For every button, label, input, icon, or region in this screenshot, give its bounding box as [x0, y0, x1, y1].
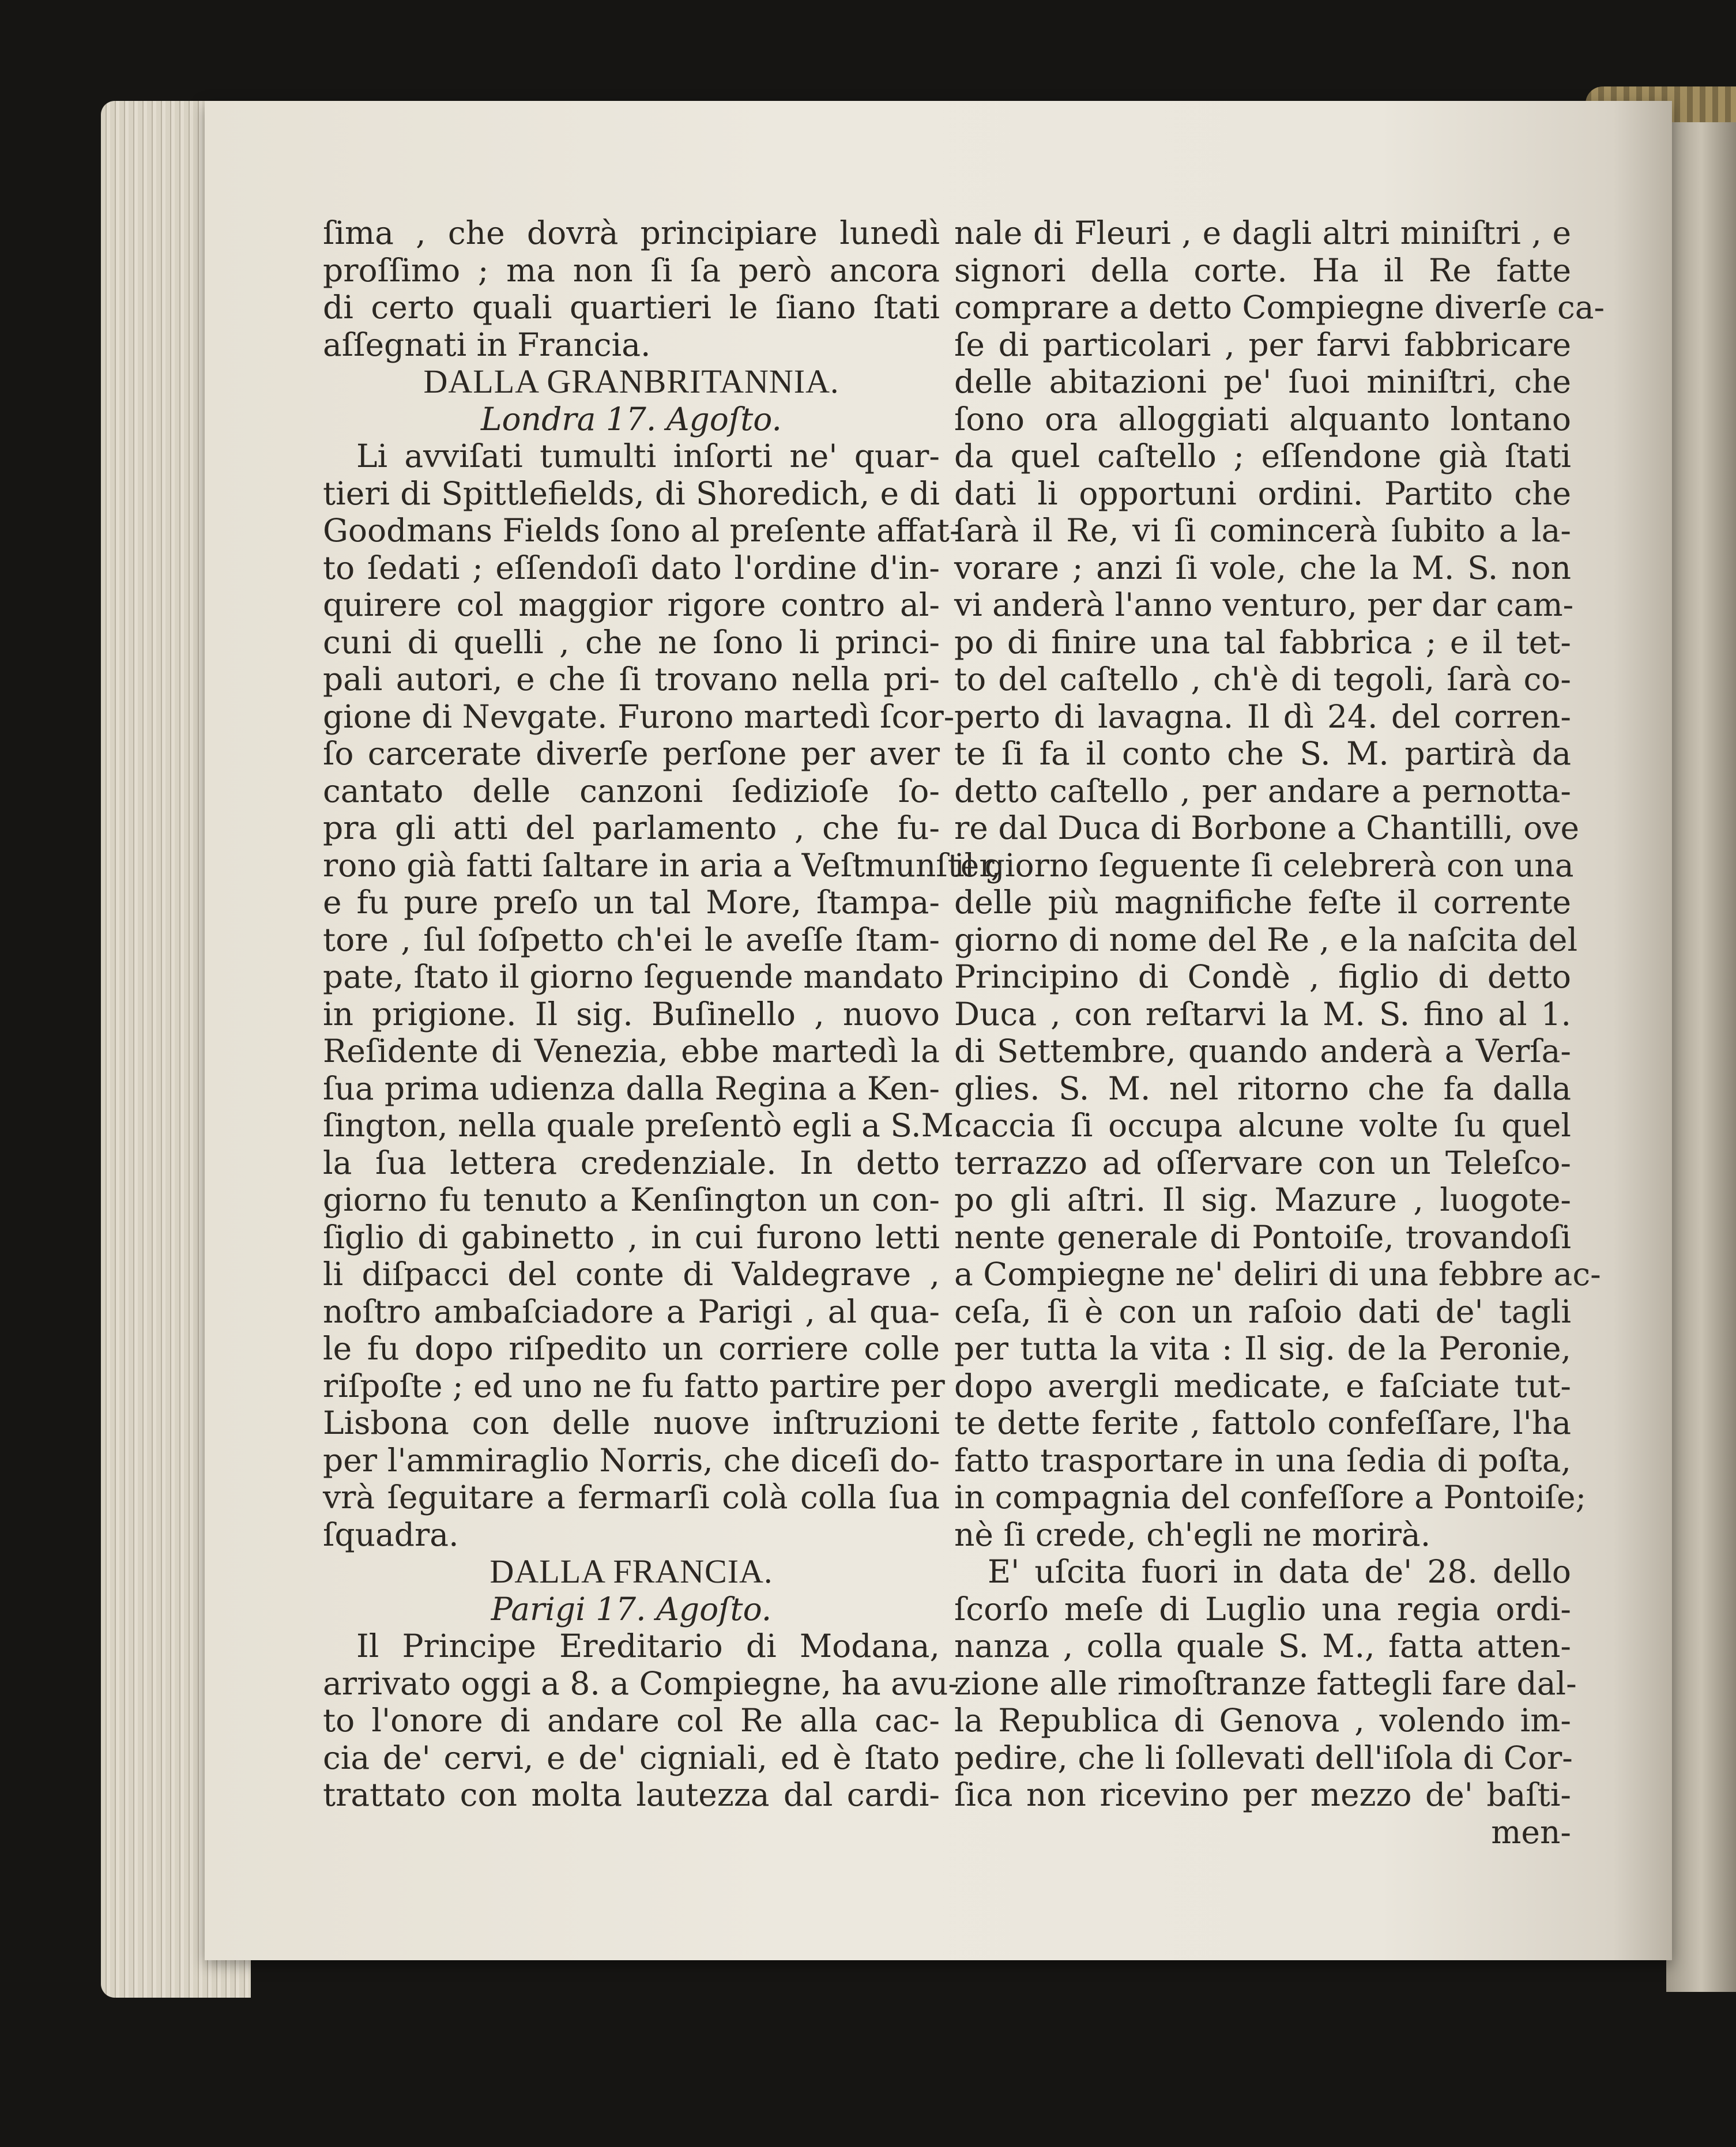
right-column-line: pedire, che li ſollevati dell'iſola di Cor- [954, 1739, 1573, 1776]
left-column-line: ſington, nella quale preſentò egli a S.M. [323, 1107, 964, 1144]
right-column-line: fatto trasportare in una ſedia di poſta, [954, 1441, 1571, 1479]
right-column-line: di Settembre, quando anderà a Verſa- [954, 1033, 1571, 1069]
right-column-line: Principino di Condè , figlio di detto [954, 958, 1571, 995]
left-column-line: tore , ſul ſoſpetto ch'ei le aveſſe ſtam- [323, 921, 940, 958]
left-column-line: noſtro ambaſciadore a Parigi , al qua- [323, 1293, 940, 1330]
left-column-dateline: Parigi 17. Agoſto. [491, 1590, 772, 1628]
left-column-line: to ſedati ; eſſendoſi dato l'ordine d'in- [323, 549, 940, 586]
left-column-line: in prigione. Il sig. Buſinello , nuovo [323, 995, 940, 1033]
right-column-line: detto caſtello , per andare a pernotta- [954, 772, 1571, 809]
left-column-line: giorno fu tenuto a Kenſington un con- [323, 1181, 940, 1218]
right-column-line: dopo avergli medicate, e faſciate tut- [954, 1367, 1571, 1404]
right-column-line: il giorno ſeguente ſi celebrerà con una [954, 846, 1574, 884]
left-column-line: di certo quali quartieri le ſiano ſtati [323, 289, 940, 326]
right-column-paragraph-start: E' uſcita fuori in data de' 28. dello [988, 1553, 1571, 1590]
right-column-line: ceſa, ſi è con un raſoio dati de' tagli [954, 1293, 1571, 1330]
left-column-section-heading: DALLA GRANBRITANNIA. [423, 363, 839, 400]
left-column-line: ſiglio di gabinetto , in cui furono letti [323, 1218, 940, 1256]
right-column-line: te ſi fa il conto che S. M. partirà da [954, 735, 1571, 772]
left-column-line: to l'onore di andare col Re alla cac- [323, 1702, 940, 1739]
left-column-line: pali autori, e che ſi trovano nella pri- [323, 661, 940, 698]
right-column-catchword: men- [1491, 1813, 1571, 1851]
left-column-line: riſpoſte ; ed uno ne fu fatto partire per [323, 1367, 945, 1404]
left-column-line: tieri di Spittlefields, di Shoredich, e di [323, 474, 940, 512]
left-column-line: pate, ſtato il giorno ſeguende mandato [323, 958, 944, 995]
left-column-line: ſo carcerate diverſe perſone per aver [323, 735, 940, 772]
right-column-line: ſe di particolari , per farvi fabbricare [954, 326, 1571, 363]
left-column-line: quirere col maggior rigore contro al- [323, 586, 940, 623]
right-column-line: nente generale di Pontoiſe, trovandoſi [954, 1218, 1571, 1256]
right-column-line: te dette ferite , fattolo confeſſare, l'ha [954, 1404, 1571, 1441]
right-column-line: signori della corte. Ha il Re fatte [954, 251, 1571, 289]
right-column-line: ſarà il Re, vi ſi comincerà ſubito a la- [954, 512, 1571, 549]
left-column-line: gione di Nevgate. Furono martedì ſcor- [323, 698, 955, 735]
right-column-line: zione alle rimoſtranze fattegli fare dal- [954, 1664, 1577, 1702]
right-column-line: ſono ora alloggiati alquanto lontano [954, 400, 1571, 438]
right-column-line: ſica non ricevino per mezzo de' baſti- [954, 1776, 1571, 1813]
left-column-line: ſima , che dovrà principiare lunedì [323, 214, 940, 251]
right-column-line: po di finire una tal fabbrica ; e il tet- [954, 623, 1571, 661]
right-column-line: glies. S. M. nel ritorno che fa dalla [954, 1069, 1571, 1107]
right-text-column [954, 214, 1605, 1851]
left-column-line: proſſimo ; ma non ſi ſa però ancora [323, 251, 940, 289]
right-column-line: la Republica di Genova , volendo im- [954, 1702, 1571, 1739]
left-column-line: Goodmans Fields ſono al preſente affat- [323, 512, 961, 549]
right-column-line: caccia ſi occupa alcune volte ſu quel [954, 1107, 1571, 1144]
right-column-line: po gli aſtri. Il sig. Mazure , luogote- [954, 1181, 1571, 1218]
left-column-line: rono già fatti ſaltare in aria a Veſtmunſter, [323, 846, 1001, 884]
right-column-line: delle più magnifiche feſte il corrente [954, 884, 1571, 921]
right-column-line: perto di lavagna. Il dì 24. del corren- [954, 698, 1571, 735]
right-column-line: re dal Duca di Borbone a Chantilli, ove [954, 809, 1580, 846]
left-column-line: cuni di quelli , che ne ſono li princi- [323, 623, 940, 661]
right-column-line: a Compiegne ne' deliri di una febbre ac- [954, 1256, 1601, 1293]
right-column-line: nè ſi crede, ch'egli ne morirà. [954, 1516, 1431, 1553]
left-column-paragraph-start: Li avviſati tumulti inſorti ne' quar- [356, 438, 940, 474]
right-column-line: da quel caſtello ; eſſendone già ſtati [954, 438, 1571, 474]
right-column-line: terrazzo ad oſſervare con un Teleſco- [954, 1144, 1571, 1181]
left-column-line: Reſidente di Venezia, ebbe martedì la [323, 1033, 940, 1069]
left-column-line: cia de' cervi, e de' cigniali, ed è ſtato [323, 1739, 940, 1776]
left-column-section-heading: DALLA FRANCIA. [489, 1553, 773, 1590]
right-column-line: giorno di nome del Re , e la naſcita del [954, 921, 1578, 958]
left-column-line: aſſegnati in Francia. [323, 326, 651, 363]
left-column-paragraph-start: Il Principe Ereditario di Modana, [356, 1628, 940, 1664]
right-column-line: nale di Fleuri , e dagli altri miniſtri , e [954, 214, 1571, 251]
left-column-dateline: Londra 17. Agoſto. [481, 400, 782, 438]
left-column-line: le fu dopo riſpedito un corriere colle [323, 1330, 940, 1367]
right-column-line: Duca , con reſtarvi la M. S. fino al 1. [954, 995, 1571, 1033]
right-column-line: delle abitazioni pe' ſuoi miniſtri, che [954, 363, 1571, 400]
right-column-line: dati li opportuni ordini. Partito che [954, 474, 1571, 512]
right-column-line: ſcorſo meſe di Luglio una regia ordi- [954, 1590, 1571, 1628]
left-column-line: ſua prima udienza dalla Regina a Ken- [323, 1069, 940, 1107]
left-column-line: vrà ſeguitare a fermarſi colà colla ſua [323, 1479, 940, 1516]
right-column-line: vi anderà l'anno venturo, per dar cam- [954, 586, 1574, 623]
right-column-line: in compagnia del confeſſore a Pontoiſe; [954, 1479, 1587, 1516]
right-column-line: vorare ; anzi ſi vole, che la M. S. non [954, 549, 1571, 586]
right-column-line: per tutta la vita : Il sig. de la Peronie, [954, 1330, 1571, 1367]
left-column-line: per l'ammiraglio Norris, che diceſi do- [323, 1441, 940, 1479]
right-column-line: comprare a detto Compiegne diverſe ca- [954, 289, 1605, 326]
left-column-line: e fu pure preſo un tal More, ſtampa- [323, 884, 940, 921]
left-text-column [323, 214, 1001, 1814]
left-column-line: pra gli atti del parlamento , che fu- [323, 809, 940, 846]
left-column-line: la ſua lettera credenziale. In detto [323, 1144, 940, 1181]
left-column-line: li diſpacci del conte di Valdegrave , [323, 1256, 940, 1293]
left-column-line: trattato con molta lautezza dal cardi- [323, 1776, 940, 1813]
facing-page-edge [1666, 118, 1736, 1992]
right-column-line: nanza , colla quale S. M., fatta atten- [954, 1628, 1571, 1664]
left-column-line: cantato delle canzoni ſedizioſe ſo- [323, 772, 940, 809]
right-column-line: to del caſtello , ch'è di tegoli, ſarà co- [954, 661, 1571, 698]
left-column-line: Lisbona con delle nuove inſtruzioni [323, 1404, 940, 1441]
left-column-line: arrivato oggi a 8. a Compiegne, ha avu- [323, 1664, 959, 1702]
left-column-line: ſquadra. [323, 1516, 459, 1553]
